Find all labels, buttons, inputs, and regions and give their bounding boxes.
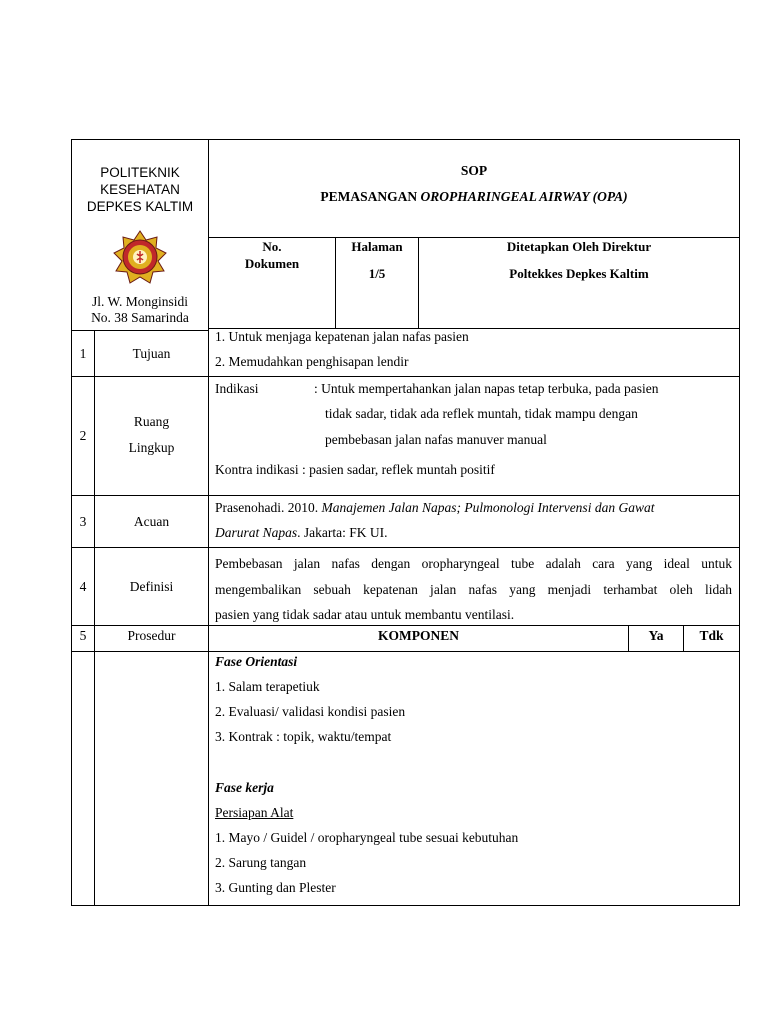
- alat-item-1: 1. Mayo / Guidel / oropharyngeal tube sesuai kebutuhan: [215, 830, 519, 845]
- indikasi-line-2: tidak sadar, tidak ada reflek muntah, tidak mampu dengan: [325, 406, 638, 421]
- title-prefix: PEMASANGAN: [320, 189, 421, 204]
- row-number-3: 3: [79, 513, 87, 529]
- definition-text: Pembebasan jalan nafas dengan oropharyngeal tube adalah cara yang ideal untuk mengembalikan sebuah kepatenan jalan nafas yang menjadi terhambat oleh lidah pasien yang tidak sadar atau untuk membantu ventilasi.: [215, 556, 732, 622]
- row-number-1: 1: [79, 345, 87, 361]
- fase-orientasi-heading: Fase Orientasi: [215, 654, 298, 669]
- row-label-definisi: Definisi: [129, 578, 174, 594]
- orientasi-item-3: 3. Kontrak : topik, waktu/tempat: [215, 729, 392, 744]
- column-header-tdk: Tdk: [699, 628, 724, 643]
- reference-line-2: Darurat Napas. Jakarta: FK UI.: [215, 525, 388, 540]
- reference-line-1: Prasenohadi. 2010. Manajemen Jalan Napas; Pulmonologi Intervensi dan Gawat: [215, 500, 655, 515]
- fase-kerja-heading: Fase kerja: [215, 780, 274, 795]
- row-number-2: 2: [79, 428, 87, 443]
- alat-item-2: 2. Sarung tangan: [215, 855, 307, 870]
- doc-number-label: No. Dokumen: [244, 239, 300, 271]
- tujuan-item-2: 2. Memudahkan penghisapan lendir: [215, 354, 409, 369]
- column-header-ya: Ya: [648, 628, 664, 643]
- page-label: Halaman: [351, 239, 403, 254]
- indikasi-line-1: : Untuk mempertahankan jalan napas tetap terbuka, pada pasien: [314, 381, 659, 396]
- institution-name: POLITEKNIK KESEHATAN DEPKES KALTIM: [86, 165, 194, 214]
- title-italic: OROPHARINGEAL AIRWAY (OPA): [420, 189, 628, 204]
- orientasi-item-2: 2. Evaluasi/ validasi kondisi pasien: [215, 704, 406, 719]
- institution-address: Jl. W. Monginsidi No. 38 Samarinda: [91, 294, 189, 325]
- alat-item-3: 3. Gunting dan Plester: [215, 880, 336, 895]
- row-label-acuan: Acuan: [133, 513, 170, 529]
- page-info: [336, 238, 418, 282]
- institution-logo: [112, 229, 168, 285]
- column-header-komponen: KOMPONEN: [378, 628, 459, 643]
- row-label-prosedur: Prosedur: [127, 628, 176, 643]
- orientasi-item-1: 1. Salam terapetiuk: [215, 679, 320, 694]
- row-number-4: 4: [79, 578, 87, 594]
- persiapan-alat-heading: Persiapan Alat: [215, 805, 294, 820]
- row-number-5: 5: [79, 628, 87, 643]
- row-label-ruang-lingkup: Ruang Lingkup: [128, 414, 175, 455]
- tujuan-item-1: 1. Untuk menjaga kepatenan jalan nafas pasien: [215, 329, 469, 344]
- approval-info: Ditetapkan Oleh Direktur Poltekkes Depkes Kaltim: [506, 239, 652, 281]
- indikasi-line-3: pembebasan jalan nafas manuver manual: [325, 432, 547, 447]
- sop-label: SOP: [460, 163, 488, 178]
- document-title: [209, 189, 739, 205]
- kontra-indikasi: Kontra indikasi : pasien sadar, reflek muntah positif: [215, 462, 495, 477]
- page-value: 1/5: [368, 266, 386, 281]
- indikasi-label: Indikasi: [215, 381, 259, 396]
- row-label-tujuan: Tujuan: [132, 345, 171, 361]
